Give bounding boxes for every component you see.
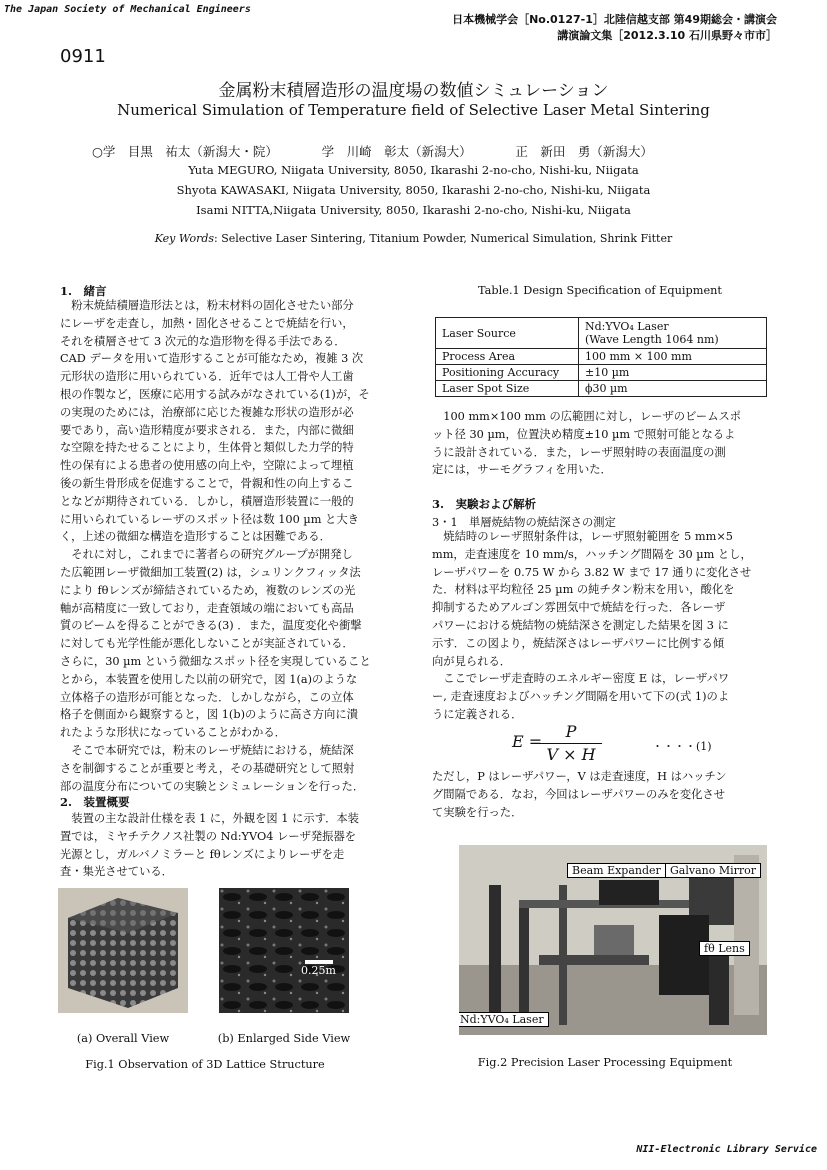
- equation-explanation-line: て実験を行った．: [432, 805, 523, 819]
- meeting-line-2: 講演論文集［2012.3.10 石川県野々市市］: [557, 29, 777, 42]
- section-3-line: た．材料は平均粒径 25 µm の純チタン粉末を用い，酸化を: [432, 583, 735, 597]
- section-1-line: さを制御することが重要と考え，その基礎研究として照射: [60, 761, 355, 775]
- table-cell-label: Laser Spot Size: [436, 381, 579, 397]
- title-japanese: 金属粉末積層造形の温度場の数値シミュレーション: [218, 81, 609, 101]
- equation-numerator: P: [565, 722, 577, 741]
- spec-table: [435, 317, 767, 397]
- section-1-line: それを積層させて 3 次元的な造形物を得る手法である．: [60, 334, 346, 348]
- keywords-text: : Selective Laser Sintering, Titanium Powder, Numerical Simulation, Shrink Fitter: [214, 232, 673, 245]
- fig1-caption-b: (b) Enlarged Side View: [217, 1032, 351, 1045]
- meeting-header: [452, 12, 777, 44]
- section-1-line: 質のビームを得ることができる(3) ．また，温度変化や衝撃: [60, 619, 362, 633]
- meeting-line-1: 日本機械学会［No.0127-1］北陸信越支部 第49期総会・講演会: [452, 13, 777, 26]
- equation-explanation-line: グ間隔である．なお，今回はレーザパワーのみを変化させ: [432, 787, 726, 801]
- section-3-line: 示す．この図より，焼結深さはレーザパワーに比例する傾: [432, 636, 725, 650]
- keywords: [0, 232, 827, 245]
- section-3-line: ー, 走査速度およびハッチング間隔を用いて下の(式 1)のよ: [432, 690, 730, 704]
- section-1-line: にレーザを走査し，加熱・固化させることで焼結を行い，: [60, 316, 354, 330]
- table-cell-value: ϕ30 µm: [579, 381, 767, 397]
- section-1-line: 要であり，高い造形精度が要求される．また，内部に微細: [60, 423, 354, 437]
- lattice-side-photo: [219, 888, 349, 1013]
- right-paragraph-1-line: 100 mm×100 mm の広範囲に対し，レーザのビームスポ: [432, 410, 742, 423]
- section-1-line: 部の温度分布についての実験とシミュレーションを行った．: [60, 779, 365, 793]
- section-1-line: な空隙を持たせることにより，生体骨と類似した力学的特: [60, 441, 354, 455]
- table-row: [436, 365, 767, 381]
- section-3-line: パワーにおける焼結物の焼結深さを測定した結果を図 3 に: [432, 618, 729, 632]
- fig1-caption: Fig.1 Observation of 3D Lattice Structure: [85, 1058, 325, 1071]
- section-1-line: とから，本装置を使用した以前の研究で，図 1(a)のような: [60, 672, 358, 686]
- table-cell-label: Positioning Accuracy: [436, 365, 579, 381]
- table1-caption: Table.1 Design Specification of Equipment: [478, 284, 722, 297]
- section-1-line: た広範囲レーザ微細加工装置(2) は，シュリンクフィッタ法: [60, 565, 361, 579]
- section-1-body: [60, 297, 398, 795]
- right-paragraph-1: [432, 408, 769, 479]
- section-2-body: [60, 810, 398, 881]
- affiliation-1: Yuta MEGURO, Niigata University, 8050, Ikarashi 2-no-cho, Nishi-ku, Niigata: [188, 163, 639, 177]
- label-ftheta-lens: fθ Lens: [699, 941, 750, 956]
- fig1-caption-a: (a) Overall View: [76, 1032, 170, 1045]
- right-paragraph-1-line: 定には，サーモグラフィを用いた．: [432, 463, 612, 477]
- table-row: [436, 318, 767, 349]
- section-1-line: れたような形状になっていることがわかる．: [60, 726, 286, 740]
- right-paragraph-1-line: うに設計されている．また，レーザ照射時の表面温度の測: [432, 445, 726, 459]
- scale-bar-label: 0.25m: [301, 964, 336, 977]
- section-1-heading: 1. 緒言: [60, 284, 107, 298]
- equation-explanation-line: ただし，P はレーザパワー，V は走査速度，H はハッチン: [432, 770, 727, 783]
- section-3-line: うに定義される．: [432, 707, 523, 721]
- section-2-heading: 2. 装置概要: [60, 795, 130, 809]
- laser-equipment-photo: [459, 845, 767, 1035]
- laser-source-value: Nd:YVO₄ Laser: [585, 320, 669, 333]
- section-1-line: 性の保有による患者の使用感の向上や，空隙によって埋植: [60, 459, 354, 473]
- equation-fraction: [540, 722, 602, 764]
- section-3-line: 焼結時のレーザ照射条件は，レーザ照射範囲を 5 mm×5: [432, 530, 733, 543]
- paper-number: 0911: [60, 46, 106, 67]
- section-1-line: 元形状の造形に用いられている．近年では人工骨や人工歯: [60, 370, 354, 384]
- section-1-line: に対しても光学性能が悪化しないことが実証されている．: [60, 637, 354, 651]
- table-row: [436, 381, 767, 397]
- section-1-line: に用いられているレーザのスポット径は数 100 µm と大き: [60, 512, 359, 526]
- society-header: The Japan Society of Mechanical Engineers: [4, 4, 251, 15]
- title-english: Numerical Simulation of Temperature field of Selective Laser Metal Sintering: [117, 101, 710, 119]
- table-cell-label: Process Area: [436, 349, 579, 365]
- section-2-line: 置では，ミヤチテクノス社製の Nd:YVO4 レーザ発振器を: [60, 829, 357, 843]
- section-3-heading: 3. 実験および解析: [432, 497, 537, 511]
- table-cell-value: 100 mm × 100 mm: [579, 349, 767, 365]
- affiliation-2: Shyota KAWASAKI, Niigata University, 8050, Ikarashi 2-no-cho, Nishi-ku, Niigata: [176, 183, 651, 197]
- section-1-line: 根の作製など，医療に応用する試みがなされている(1)が，そ: [60, 387, 370, 401]
- table-cell-value: ±10 µm: [579, 365, 767, 381]
- label-beam-expander: Beam Expander: [567, 863, 666, 878]
- section-1-line: 後の新生骨形成を促進することで，骨親和性の向上するこ: [60, 476, 354, 490]
- equation-explanation: [432, 768, 769, 821]
- section-1-line: 格子を側面から観察すると，図 1(b)のように高さ方向に潰: [60, 708, 358, 722]
- table-cell-label: Laser Source: [436, 318, 579, 349]
- section-1-line: 粉末焼結積層造形法とは，粉末材料の固化させたい部分: [60, 299, 354, 312]
- section-1-line: となどが期待されている．しかし，積層造形装置に一般的: [60, 494, 354, 508]
- section-1-line: 軸が高精度に一致しており，走査領域の端においても高品: [60, 601, 354, 615]
- section-1-line: それに対し，これまでに著者らの研究グループが開発し: [60, 548, 353, 562]
- section-3-line: レーザパワーを 0.75 W から 3.82 W まで 17 通りに変化させ: [432, 565, 752, 579]
- section-3-body: [432, 528, 769, 724]
- section-1-line: 立体格子の造形が可能となった．しかしながら，この立体: [60, 690, 354, 704]
- authors-japanese: ○学 目黒 祐太（新潟大・院） 学 川崎 彰太（新潟大） 正 新田 勇（新潟大）: [92, 144, 653, 159]
- footer-source: NII-Electronic Library Service: [636, 1144, 817, 1155]
- section-2-line: 装置の主な設計仕様を表 1 に，外観を図 1 に示す．本装: [60, 812, 359, 825]
- label-laser: Nd:YVO₄ Laser: [459, 1012, 549, 1027]
- section-1-line: の実現のためには，治療部に応じた複雑な形状の造形が必: [60, 405, 354, 419]
- section-3-line: 抑制するためアルゴン雰囲気中で焼結を行った．各レーザ: [432, 601, 726, 615]
- section-3-line: 向が見られる．: [432, 654, 512, 668]
- section-1-line: さらに，30 µm という微細なスポット径を実現していること: [60, 654, 371, 668]
- wave-length-value: (Wave Length 1064 nm): [585, 333, 719, 346]
- section-2-line: 査・集光させている．: [60, 865, 173, 879]
- equation-number: ・・・・(1): [652, 740, 712, 753]
- affiliation-3: Isami NITTA,Niigata University, 8050, Ikarashi 2-no-cho, Nishi-ku, Niigata: [196, 203, 631, 217]
- lattice-overall-photo: [58, 888, 188, 1013]
- section-1-line: そこで本研究では，粉末のレーザ焼結における，焼結深: [60, 743, 354, 757]
- section-1-line: により fθレンズが締結されているため，複数のレンズの光: [60, 583, 356, 597]
- table-row: [436, 349, 767, 365]
- section-1-line: CAD データを用いて造形することが可能なため，複雑 3 次: [60, 352, 364, 366]
- section-3-line: mm，走査速度を 10 mm/s，ハッチング間隔を 30 µm とし，: [432, 547, 752, 561]
- section-2-line: 光源とし，ガルバノミラーと fθレンズによりレーザを走: [60, 847, 345, 861]
- label-galvano-mirror: Galvano Mirror: [665, 863, 761, 878]
- section-3-line: ここでレーザ走査時のエネルギー密度 E は，レーザパワ: [432, 672, 730, 686]
- fig2-caption: Fig.2 Precision Laser Processing Equipment: [477, 1056, 733, 1069]
- section-1-line: く，上述の微細な構造を造形することは困難である．: [60, 530, 331, 544]
- keywords-label: Key Words: [154, 232, 215, 245]
- section-3-1-subheading: 3・1 単層焼結物の焼結深さの測定: [432, 516, 616, 529]
- equation-lhs: E =: [512, 732, 543, 751]
- table-cell-value: [579, 318, 767, 349]
- right-paragraph-1-line: ット径 30 µm，位置決め精度±10 µm で照射可能となるよ: [432, 427, 736, 441]
- equation-denominator: V × H: [540, 743, 602, 764]
